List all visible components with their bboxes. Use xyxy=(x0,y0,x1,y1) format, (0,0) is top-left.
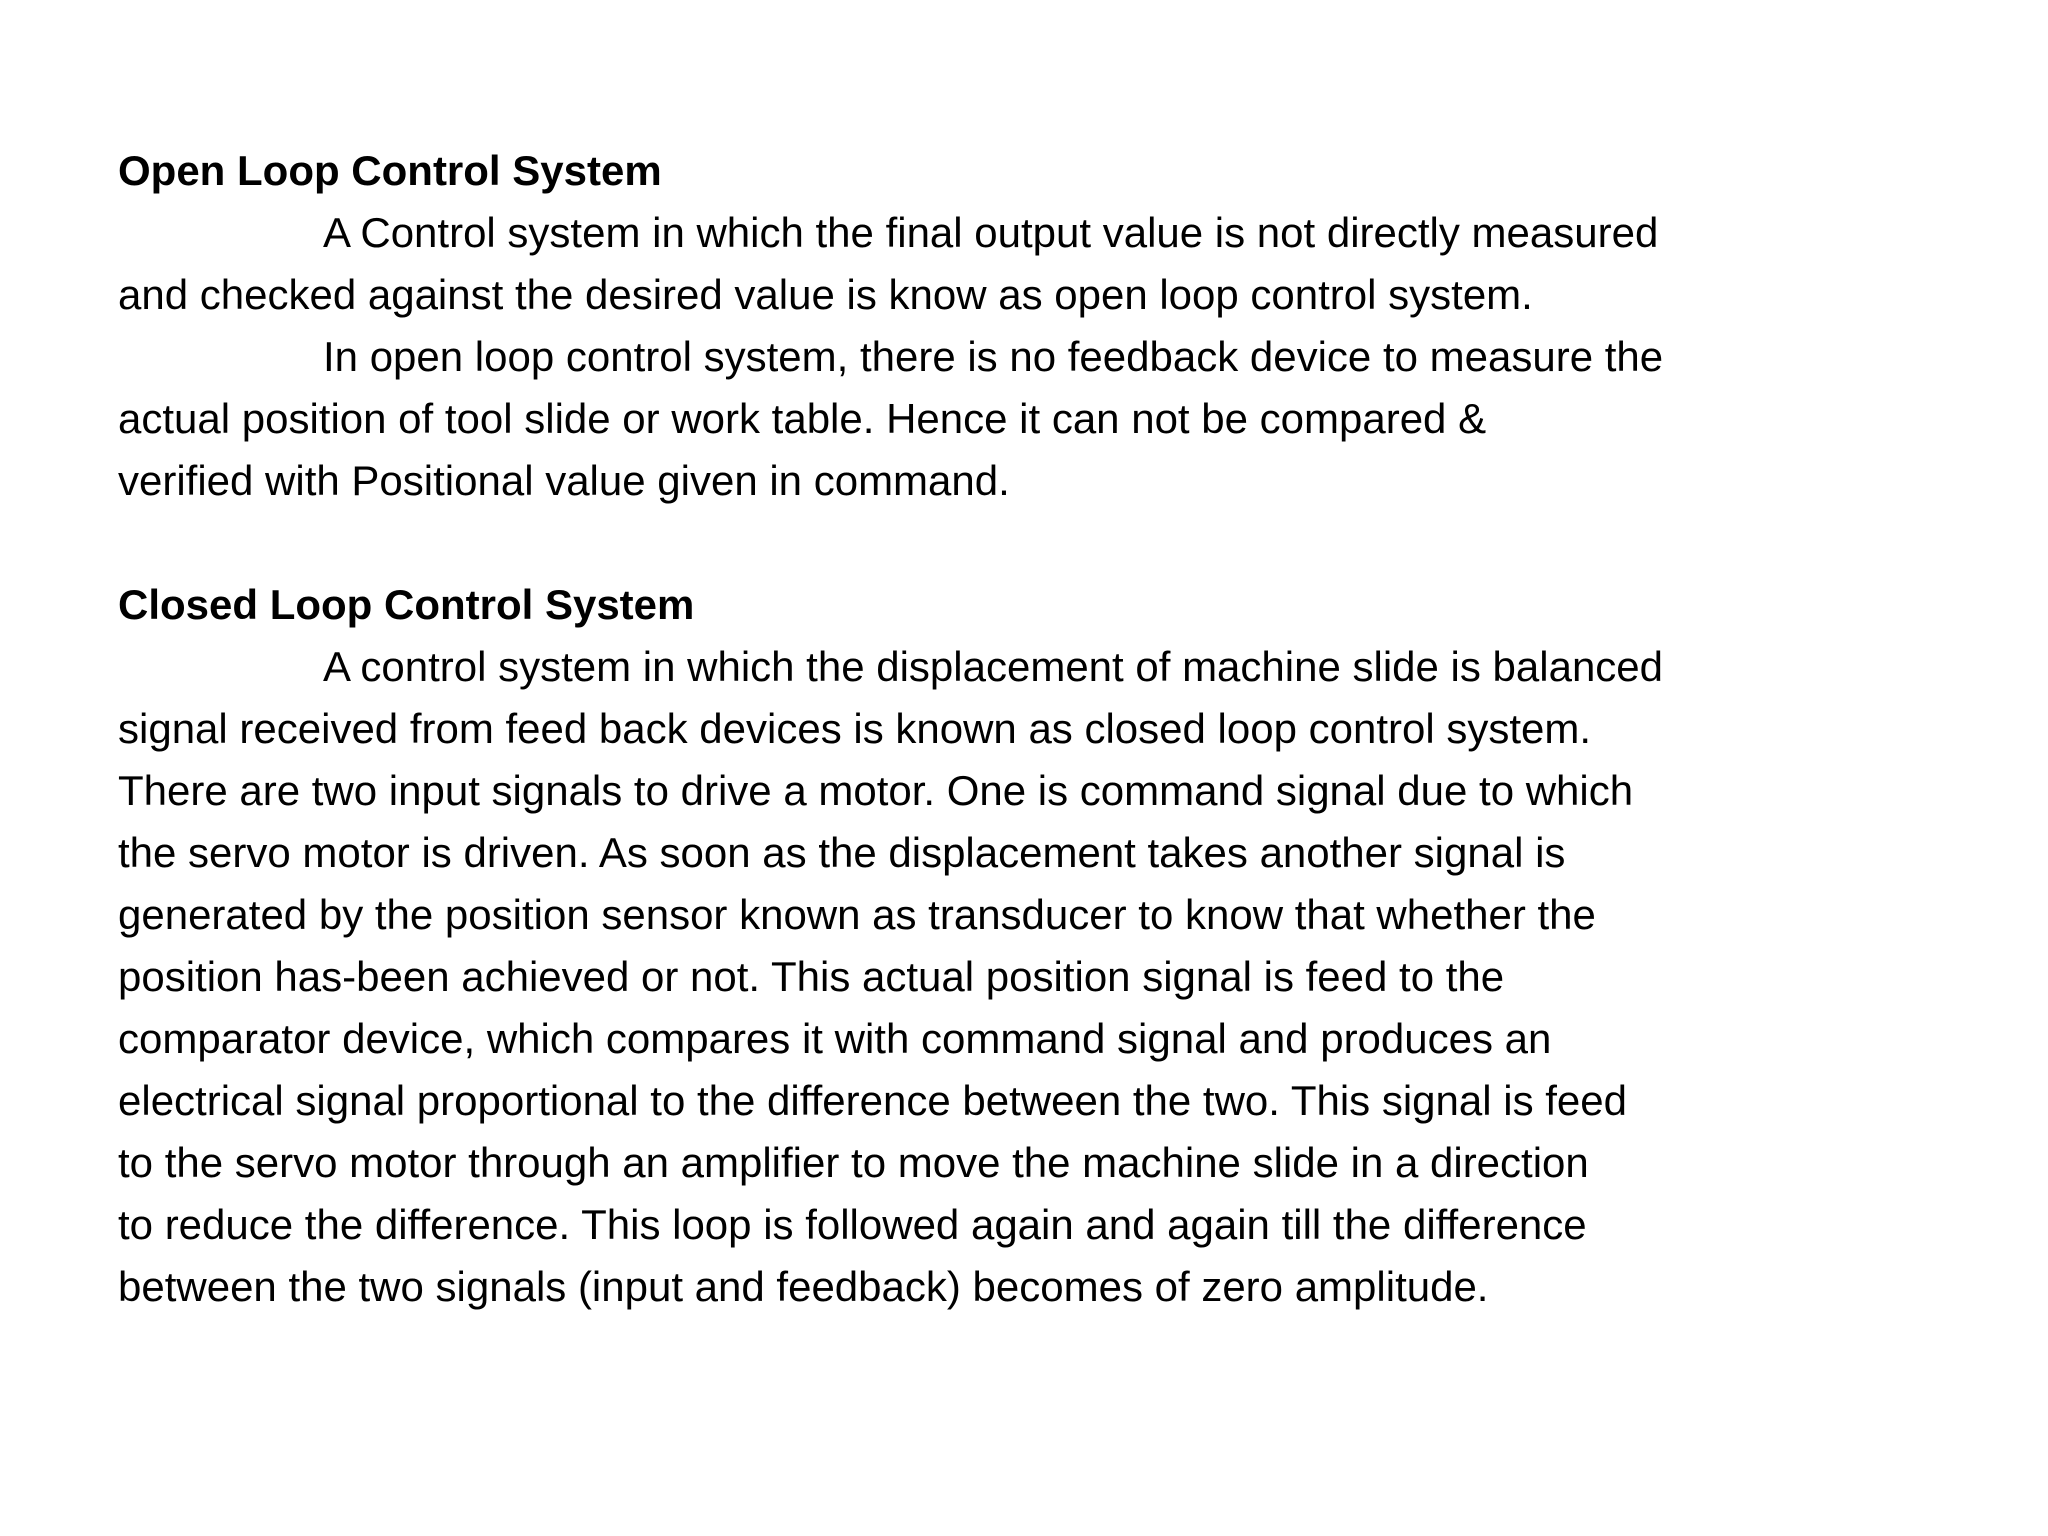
closed-loop-text-line: electrical signal proportional to the difference between the two. This signal is feed xyxy=(118,1077,1628,1124)
closed-loop-text-line: position has-been achieved or not. This actual position signal is feed to the xyxy=(118,953,1505,1000)
open-loop-text-line: verified with Positional value given in command. xyxy=(118,457,1010,504)
closed-loop-text-line: A control system in which the displacement of machine slide is balanced xyxy=(323,643,1664,690)
closed-loop-text-line: to reduce the difference. This loop is followed again and again till the difference xyxy=(118,1201,1587,1248)
closed-loop-text-line: signal received from feed back devices is known as closed loop control system. xyxy=(118,705,1592,752)
closed-loop-text-line: the servo motor is driven. As soon as the displacement takes another signal is xyxy=(118,829,1566,876)
closed-loop-text-line: There are two input signals to drive a motor. One is command signal due to which xyxy=(118,767,1634,814)
open-loop-heading: Open Loop Control System xyxy=(118,147,662,194)
open-loop-text-line: actual position of tool slide or work table. Hence it can not be compared & xyxy=(118,395,1487,442)
text-body xyxy=(118,140,1918,1318)
closed-loop-text-line: comparator device, which compares it with command signal and produces an xyxy=(118,1015,1552,1062)
section-spacer xyxy=(118,512,1918,574)
closed-loop-text-line: generated by the position sensor known as transducer to know that whether the xyxy=(118,891,1596,938)
closed-loop-text-line: to the servo motor through an amplifier to move the machine slide in a direction xyxy=(118,1139,1589,1186)
closed-loop-text-line: between the two signals (input and feedback) becomes of zero amplitude. xyxy=(118,1263,1489,1310)
closed-loop-heading: Closed Loop Control System xyxy=(118,581,695,628)
open-loop-text-line: A Control system in which the final output value is not directly measured xyxy=(323,209,1659,256)
open-loop-text-line: In open loop control system, there is no feedback device to measure the xyxy=(323,333,1664,380)
open-loop-text-line: and checked against the desired value is know as open loop control system. xyxy=(118,271,1533,318)
